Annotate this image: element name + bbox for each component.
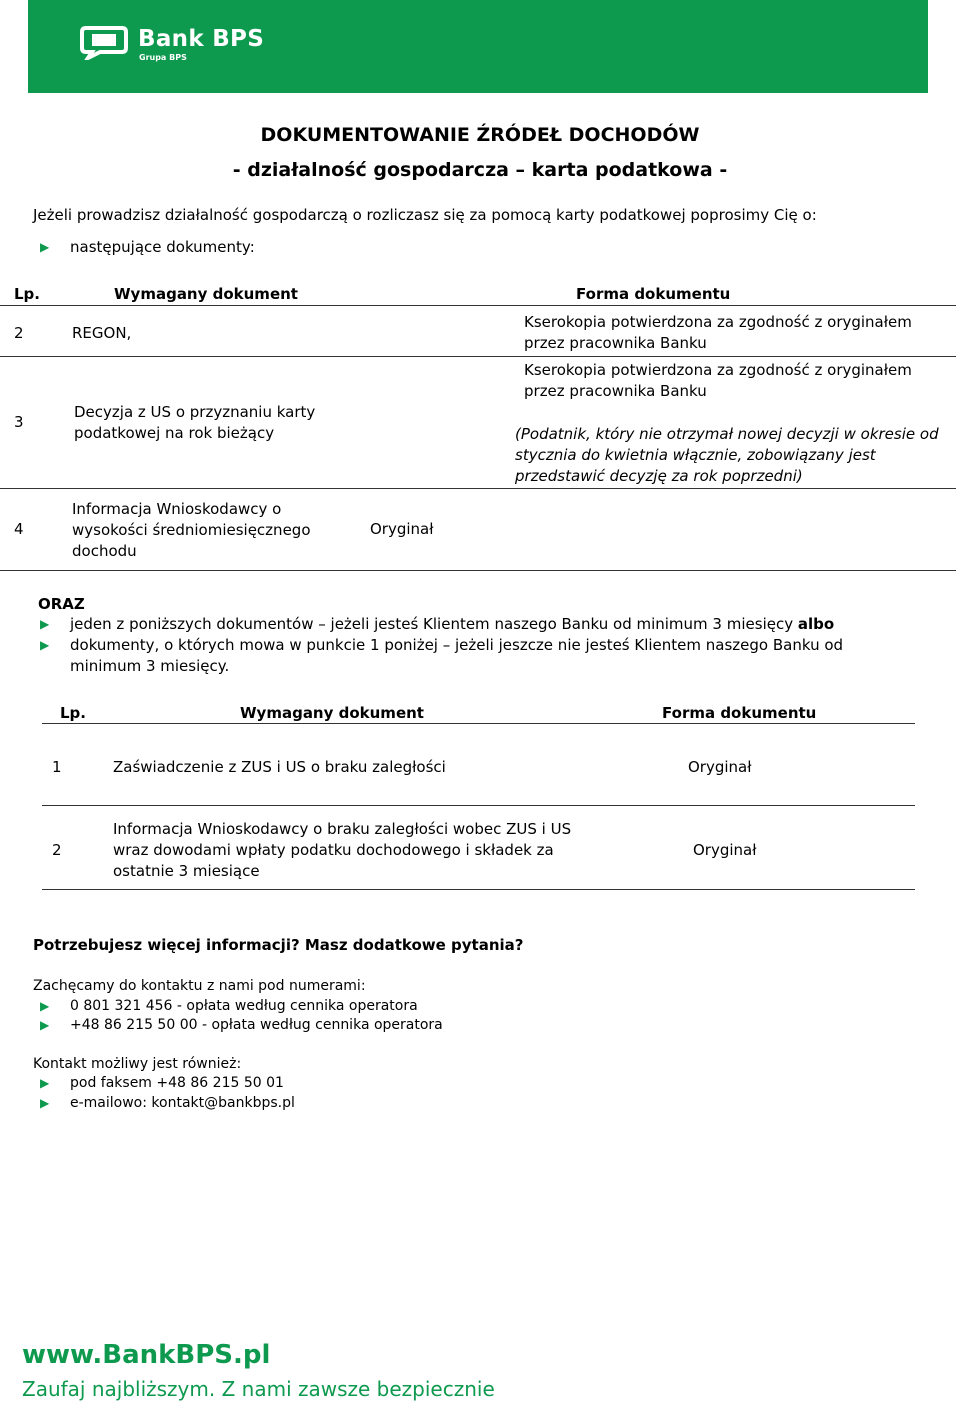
oraz-bullet-1 [70,614,940,635]
page-title: DOKUMENTOWANIE ŹRÓDEŁ DOCHODÓW [260,124,700,146]
intro-text: Jeżeli prowadzisz działalność gospodarczą o rozliczasz się za pomocą karty podatkowej poprosimy Cię o: [33,206,817,224]
page-subtitle: - działalność gospodarcza – karta podatkowa - [232,159,728,181]
oraz-label: ORAZ [38,595,85,613]
t1-row-doc: Decyzja z US o przyznaniu karty podatkowej na rok bieżący [74,403,316,442]
t2-row-lp: 2 [52,841,62,859]
t1-row-form: Kserokopia potwierdzona za zgodność z oryginałem przez pracownika Banku [524,313,912,352]
contact-phone-1: 0 801 321 456 - opłata według cennika operatora [70,998,418,1014]
t2-header-form: Forma dokumentu [662,704,817,722]
t1-header-rule [0,305,956,306]
t1-header-form: Forma dokumentu [576,285,731,303]
row-divider [42,805,915,806]
contact-fax: pod faksem +48 86 215 50 01 [70,1075,284,1091]
bank-bps-logo-icon [80,24,128,60]
bullet-arrow-icon: ▶ [40,638,50,652]
contact-phone-2: +48 86 215 50 00 - opłata według cennika operatora [70,1017,443,1033]
t2-row-doc: Informacja Wnioskodawcy o braku zaległości wobec ZUS i US wraz dowodami wpłaty podatku dochodowego i składek za ostatnie 3 miesiące [113,820,572,880]
table-bottom-rule [0,570,956,571]
t2-header-doc: Wymagany dokument [240,704,424,722]
bullet-arrow-icon: ▶ [40,240,50,254]
intro-bullet: następujące dokumenty: [70,238,255,256]
bullet-arrow-icon: ▶ [40,999,50,1013]
contact-encourage: Zachęcamy do kontaktu z nami pod numerami: [33,978,366,994]
t1-row-doc: Informacja Wnioskodawcy o wysokości średniomiesięcznego dochodu [72,500,311,560]
bullet-arrow-icon: ▶ [40,1096,50,1110]
oraz-bullet-1-text: jeden z poniższych dokumentów – jeżeli jesteś Klientem naszego Banku od minimum 3 miesięcy [70,615,794,633]
footer-slogan: Zaufaj najbliższym. Z nami zawsze bezpiecznie [22,1377,495,1401]
t2-row-lp: 1 [52,758,62,776]
t2-row-form: Oryginał [693,841,757,859]
t1-row-form: Kserokopia potwierdzona za zgodność z oryginałem przez pracownika Banku [524,361,912,400]
t1-row-note: (Podatnik, który nie otrzymał nowej decyzji w okresie od stycznia do kwietnia włącznie, zobowiązany jest przedstawić decyzję za rok poprzedni) [515,425,939,485]
contact-question: Potrzebujesz więcej informacji? Masz dodatkowe pytania? [33,936,524,954]
t2-row-doc: Zaświadczenie z ZUS i US o braku zaległości [113,758,446,776]
contact-also: Kontakt możliwy jest również: [33,1056,242,1072]
bullet-arrow-icon: ▶ [40,1076,50,1090]
t1-row-lp: 4 [14,520,24,538]
t2-header-rule [42,723,915,724]
oraz-bullet-2: dokumenty, o których mowa w punkcie 1 poniżej – jeżeli jeszcze nie jesteś Klientem naszego Banku od minimum 3 miesięcy. [70,636,844,675]
bullet-arrow-icon: ▶ [40,1018,50,1032]
row-divider [0,356,956,357]
t2-header-lp: Lp. [60,704,86,722]
t1-header-doc: Wymagany dokument [114,285,298,303]
t1-row-lp: 3 [14,413,24,431]
t1-row-lp: 2 [14,324,24,342]
t1-row-form: Oryginał [370,520,434,538]
brand-sub: Grupa BPS [139,53,187,62]
bullet-arrow-icon: ▶ [40,617,50,631]
oraz-bullet-1-albo: albo [797,615,835,633]
row-divider [0,488,956,489]
t1-row-doc: REGON, [72,324,132,342]
contact-email: e-mailowo: kontakt@bankbps.pl [70,1095,295,1111]
footer-url: www.BankBPS.pl [22,1340,271,1370]
brand-name: Bank BPS [138,26,265,52]
t2-row-form: Oryginał [688,758,752,776]
t1-header-lp: Lp. [14,285,40,303]
table-bottom-rule [42,889,915,890]
